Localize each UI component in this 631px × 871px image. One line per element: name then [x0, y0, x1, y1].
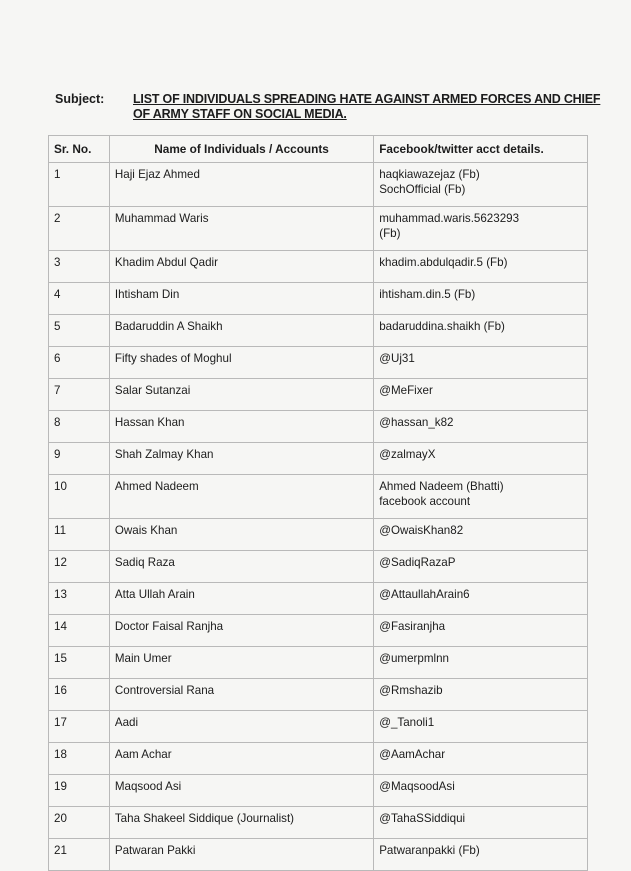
cell-sr-no: 1	[49, 163, 110, 207]
cell-sr-no: 18	[49, 743, 110, 775]
cell-name: Aam Achar	[109, 743, 373, 775]
cell-account	[374, 347, 588, 379]
table-row	[49, 519, 588, 551]
cell-sr-no: 15	[49, 647, 110, 679]
cell-account	[374, 711, 588, 743]
table-row	[49, 807, 588, 839]
table-header-row	[49, 136, 588, 163]
cell-name: Ihtisham Din	[109, 283, 373, 315]
account-line: @MeFixer	[379, 384, 433, 397]
cell-name: Owais Khan	[109, 519, 373, 551]
cell-name: Ahmed Nadeem	[109, 475, 373, 519]
cell-sr-no: 10	[49, 475, 110, 519]
account-line: @TahaSSiddiqui	[379, 812, 466, 825]
cell-sr-no: 5	[49, 315, 110, 347]
cell-account	[374, 475, 588, 519]
cell-name: Sadiq Raza	[109, 551, 373, 583]
subject-text: LIST OF INDIVIDUALS SPREADING HATE AGAINST ARMED FORCES AND CHIEF OF ARMY STAFF ON SOCIAL MEDIA.	[133, 92, 601, 121]
cell-account	[374, 519, 588, 551]
cell-sr-no: 3	[49, 251, 110, 283]
account-line: haqkiawazejaz (Fb)	[379, 168, 480, 181]
cell-sr-no: 14	[49, 615, 110, 647]
cell-sr-no: 4	[49, 283, 110, 315]
header-name: Name of Individuals / Accounts	[109, 136, 373, 163]
cell-sr-no: 21	[49, 839, 110, 871]
cell-account	[374, 807, 588, 839]
cell-name: Patwaran Pakki	[109, 839, 373, 871]
cell-name: Shah Zalmay Khan	[109, 443, 373, 475]
cell-account	[374, 775, 588, 807]
table-row	[49, 551, 588, 583]
account-line: @umerpmlnn	[379, 652, 449, 665]
cell-account	[374, 679, 588, 711]
cell-sr-no: 20	[49, 807, 110, 839]
account-line: Patwaranpakki (Fb)	[379, 844, 480, 857]
cell-name: Aadi	[109, 711, 373, 743]
cell-account	[374, 743, 588, 775]
table-row	[49, 711, 588, 743]
account-line: @zalmayX	[379, 448, 436, 461]
subject-label: Subject:	[55, 92, 105, 106]
cell-name: Hassan Khan	[109, 411, 373, 443]
account-line: @Rmshazib	[379, 684, 443, 697]
table-row	[49, 347, 588, 379]
table-row	[49, 679, 588, 711]
account-line: muhammad.waris.5623293	[379, 212, 520, 225]
cell-sr-no: 8	[49, 411, 110, 443]
account-line: @Uj31	[379, 352, 415, 365]
cell-sr-no: 16	[49, 679, 110, 711]
cell-sr-no: 12	[49, 551, 110, 583]
cell-sr-no: 11	[49, 519, 110, 551]
table-row	[49, 251, 588, 283]
account-line: @AamAchar	[379, 748, 446, 761]
cell-name: Muhammad Waris	[109, 207, 373, 251]
individuals-table	[48, 135, 588, 871]
cell-account	[374, 251, 588, 283]
table-row	[49, 411, 588, 443]
cell-name: Salar Sutanzai	[109, 379, 373, 411]
table-row	[49, 647, 588, 679]
cell-account	[374, 379, 588, 411]
account-line: ihtisham.din.5 (Fb)	[379, 288, 476, 301]
account-line: Ahmed Nadeem (Bhatti)	[379, 480, 504, 493]
cell-sr-no: 6	[49, 347, 110, 379]
cell-account	[374, 839, 588, 871]
account-line: @Fasiranjha	[379, 620, 446, 633]
table-row	[49, 583, 588, 615]
cell-account	[374, 615, 588, 647]
table-row	[49, 615, 588, 647]
cell-sr-no: 7	[49, 379, 110, 411]
table-row	[49, 283, 588, 315]
table-row	[49, 443, 588, 475]
account-line: badaruddina.shaikh (Fb)	[379, 320, 505, 333]
cell-account	[374, 315, 588, 347]
cell-account	[374, 583, 588, 615]
account-line: @OwaisKhan82	[379, 524, 464, 537]
table-row	[49, 379, 588, 411]
table-row	[49, 163, 588, 207]
cell-name: Doctor Faisal Ranjha	[109, 615, 373, 647]
cell-account	[374, 411, 588, 443]
cell-account	[374, 551, 588, 583]
cell-account	[374, 163, 588, 207]
table-body	[49, 163, 588, 871]
table-row	[49, 315, 588, 347]
cell-sr-no: 13	[49, 583, 110, 615]
table-row	[49, 475, 588, 519]
account-line: khadim.abdulqadir.5 (Fb)	[379, 256, 508, 269]
account-line: @SadiqRazaP	[379, 556, 456, 569]
cell-account	[374, 647, 588, 679]
account-line: @MaqsoodAsi	[379, 780, 455, 793]
cell-account	[374, 207, 588, 251]
cell-name: Main Umer	[109, 647, 373, 679]
account-line: SochOfficial (Fb)	[379, 183, 466, 196]
header-account: Facebook/twitter acct details.	[374, 136, 588, 163]
cell-account	[374, 443, 588, 475]
account-line: facebook account	[379, 495, 471, 508]
cell-name: Haji Ejaz Ahmed	[109, 163, 373, 207]
table-row	[49, 207, 588, 251]
account-line: @AttaullahArain6	[379, 588, 470, 601]
cell-name: Khadim Abdul Qadir	[109, 251, 373, 283]
cell-sr-no: 17	[49, 711, 110, 743]
table-row	[49, 743, 588, 775]
cell-name: Atta Ullah Arain	[109, 583, 373, 615]
cell-name: Maqsood Asi	[109, 775, 373, 807]
table-row	[49, 839, 588, 871]
cell-name: Badaruddin A Shaikh	[109, 315, 373, 347]
header-sr-no: Sr. No.	[49, 136, 110, 163]
cell-sr-no: 19	[49, 775, 110, 807]
cell-sr-no: 2	[49, 207, 110, 251]
table-row	[49, 775, 588, 807]
account-line: @_Tanoli1	[379, 716, 435, 729]
cell-sr-no: 9	[49, 443, 110, 475]
cell-name: Controversial Rana	[109, 679, 373, 711]
cell-name: Taha Shakeel Siddique (Journalist)	[109, 807, 373, 839]
account-line: @hassan_k82	[379, 416, 454, 429]
cell-name: Fifty shades of Moghul	[109, 347, 373, 379]
account-line: (Fb)	[379, 227, 401, 240]
cell-account	[374, 283, 588, 315]
